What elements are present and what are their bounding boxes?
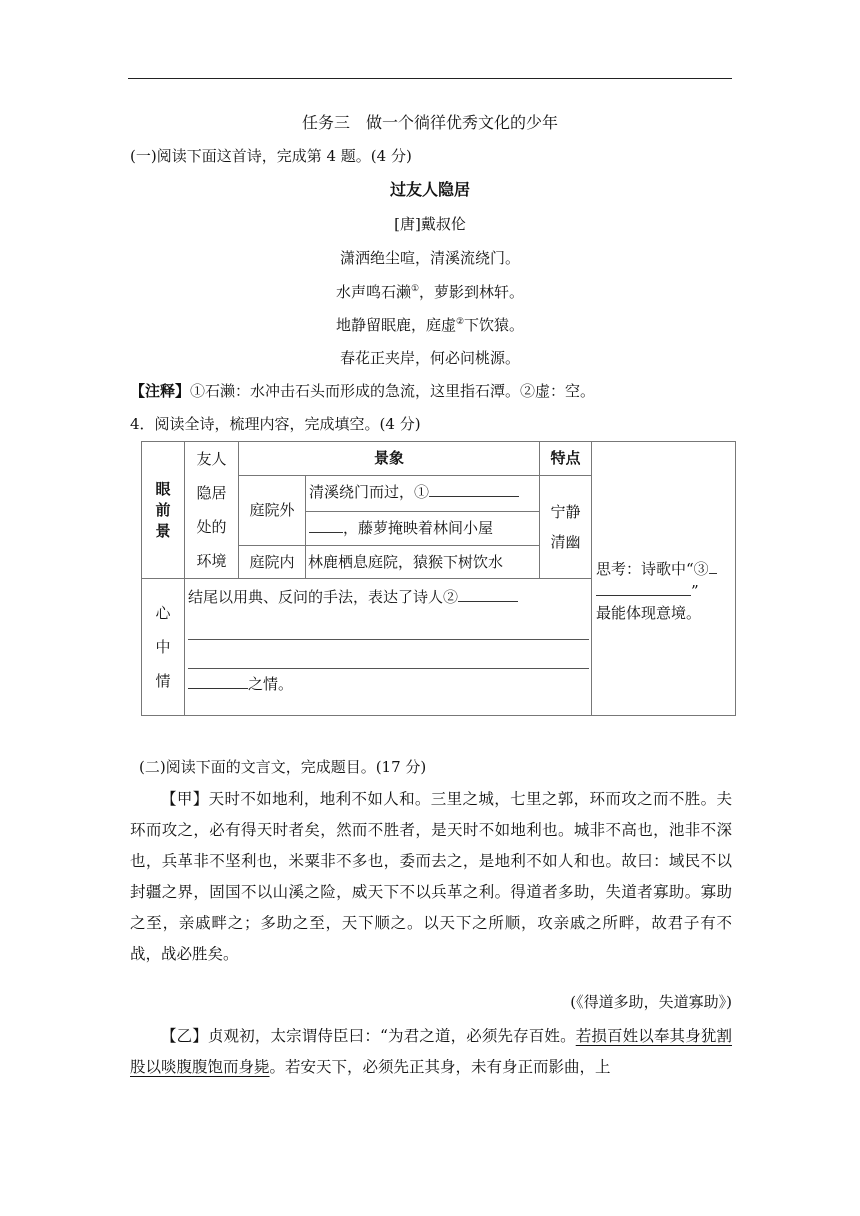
blank-1b[interactable]	[309, 518, 343, 533]
outer-scene-bottom: ，藤萝掩映着林间小屋	[306, 512, 540, 546]
footnote-mark-2: ②	[455, 317, 465, 327]
poem-line-4: 春花正夹岸，何必问桃源。	[339, 349, 520, 367]
passage-yi: 【乙】贞观初，太宗谓侍臣曰：“为君之道，必须先存百姓。若损百姓以奉其身犹割股以啖腹腹饱而身毙。若安天下，必须先正其身，未有身正而影曲，上	[130, 1027, 732, 1076]
passage-jia-source: (《得道多助，失道寡助》)	[570, 993, 732, 1011]
poem-title: 过友人隐居	[389, 180, 470, 199]
think-cell: 思考：诗歌中“③ ” 最能体现意境。	[592, 442, 736, 716]
poem-analysis-table	[141, 441, 736, 716]
blank-3a[interactable]	[709, 559, 717, 574]
passage-jia: 【甲】天时不如地利，地利不如人和。三里之城，七里之郭，环而攻之而不胜。夫环而攻之，必有得天时者矣，然而不胜者，是天时不如地利也。城非不高也，池非不深也，兵革非不坚利也，米粟非不多也，委而去之，是地利不如人和也。故曰：域民不以封疆之界，固国不以山溪之险，威天下不以兵革之利。得道者多助，失道者寡助。寡助之至，亲戚畔之；多助之至，天下顺之。以天下之所顺，攻亲戚之所畔，故君子有不战，战必胜矣。	[130, 790, 732, 963]
scene-header: 景象	[239, 442, 540, 476]
passage-yi-underlined: 若损百姓以奉其身犹割股以啖腹腹饱而身毙	[130, 1027, 732, 1076]
annotation-label: 【注释】	[130, 382, 191, 400]
poem-line-1: 潇洒绝尘喧，清溪流绕门。	[339, 249, 520, 267]
blank-3b[interactable]	[596, 581, 691, 596]
question-4: 4．阅读全诗，梳理内容，完成填空。(4 分)	[130, 415, 421, 433]
annotation	[130, 381, 595, 401]
blank-2c[interactable]	[188, 640, 589, 669]
feature-header: 特点	[540, 442, 592, 476]
section1-intro: (一)阅读下面这首诗，完成第 4 题。(4 分)	[130, 147, 412, 165]
feature-value: 宁静清幽	[540, 476, 592, 579]
outer-scene-top: 清溪绕门而过，①	[306, 476, 540, 512]
inner-scene: 林鹿栖息庭院，猿猴下树饮水	[306, 546, 540, 579]
inner-yard-label: 庭院内	[239, 546, 306, 579]
blank-1a[interactable]	[429, 482, 519, 497]
heart-header: 心中情	[142, 579, 185, 716]
poem-line-3: 地静留眠鹿，庭虚②下饮猿。	[335, 316, 525, 334]
environment-header: 友人隐居处的环境	[185, 442, 239, 579]
eye-scene-header: 眼前景	[142, 442, 185, 579]
top-rule	[128, 78, 732, 79]
annotation-text: ①石濑：水冲击石头而形成的急流，这里指石潭。②虚：空。	[190, 382, 596, 400]
blank-2a[interactable]	[458, 587, 518, 602]
blank-2d[interactable]	[188, 674, 248, 689]
footnote-mark-1: ①	[410, 284, 420, 294]
poem-author: [唐]戴叔伦	[394, 215, 466, 233]
poem-line-2: 水声鸣石濑①，萝影到林轩。	[335, 283, 525, 301]
outer-yard-label: 庭院外	[239, 476, 306, 546]
task-title: 任务三 做一个徜徉优秀文化的少年	[301, 113, 558, 132]
section2-intro: (二)阅读下面的文言文，完成题目。(17 分)	[139, 758, 427, 776]
blank-2b[interactable]	[188, 611, 589, 640]
heart-cell: 结尾以用典、反问的手法，表达了诗人② 之情。	[185, 579, 592, 716]
